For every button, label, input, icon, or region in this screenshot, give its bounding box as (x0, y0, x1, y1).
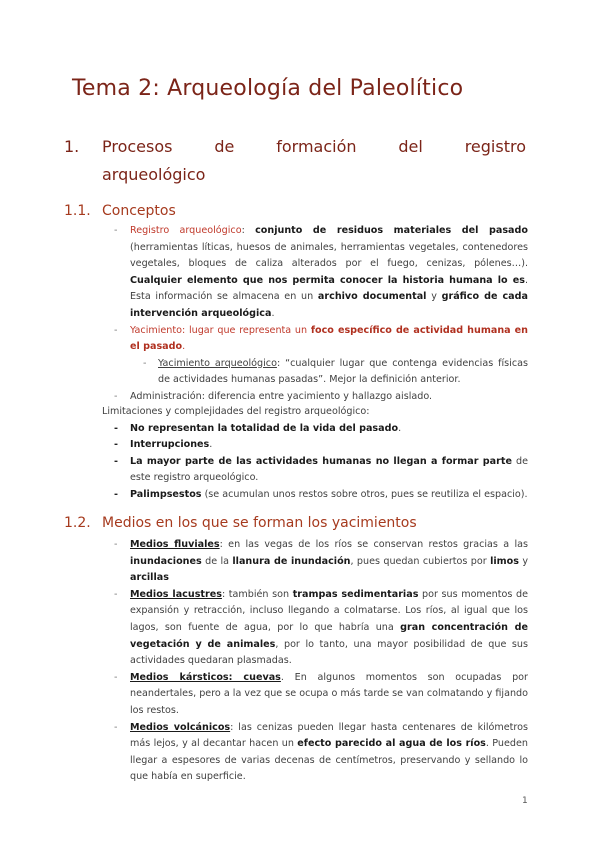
bold-red-text: foco específico de actividad humana en el pasado (130, 324, 528, 353)
dash-bullet: - (114, 422, 118, 434)
underlined-bold-term: Medios volcánicos (130, 721, 231, 733)
term-yacimiento: Yacimiento (130, 324, 182, 336)
media-list (114, 537, 528, 786)
term-registro: Registro arqueológico (130, 225, 242, 236)
text: y (518, 555, 528, 567)
bold-text: Cualquier elemento que nos permita conocer la historia humana lo es (130, 274, 525, 286)
text: : “cualquier lugar que contenga evidencias físicas de actividades humanas pasadas”. Mejor la definición anterior. (158, 357, 528, 386)
bold-text: gráfico de cada intervención arqueológica (130, 291, 528, 319)
dash-bullet: - (143, 357, 147, 369)
text: . (182, 341, 186, 353)
text: : también son (221, 588, 293, 600)
list-item-limit-3 (114, 454, 528, 487)
text: . (209, 439, 213, 451)
bold-text: llanura de inundación (232, 555, 351, 567)
text: y (426, 291, 442, 303)
bold-text: inundaciones (130, 555, 202, 567)
section-title-line2: arqueológico (102, 165, 206, 184)
underlined-bold-term: Medios kársticos: cuevas (130, 671, 281, 683)
list-item-lacustres (114, 587, 528, 670)
dash-bullet: - (114, 439, 118, 451)
list-item-fluviales (114, 537, 528, 587)
text: . En algunos momentos son ocupadas por neandertales, pero a la vez que se ocupa o más tarde se van colmatando y fijando los restos. (130, 671, 528, 716)
bold-text: No representan la totalidad de la vida del pasado (130, 422, 399, 434)
bold-text: Interrupciones (130, 439, 210, 451)
dash-bullet: - (114, 455, 118, 467)
bold-text: archivo documental (317, 291, 427, 303)
text: Administración: diferencia entre yacimiento y hallazgo aislado. (130, 390, 433, 402)
dash-bullet: - (114, 539, 118, 550)
text: , por lo tanto, una mayor posibilidad de que sus actividades quedaran plasmadas. (130, 638, 528, 667)
bold-text: arcillas (130, 572, 169, 584)
underlined-term: Yacimiento arqueológico (158, 357, 277, 369)
limits-block (102, 404, 528, 504)
text: : las cenizas pueden llegar hasta centenares de kilómetros más lejos, y al decantar hacen un (130, 721, 528, 750)
text: : en las vegas de los ríos se conservan restos gracias a las (219, 539, 528, 550)
bold-text: efecto parecido al agua de los ríos (297, 738, 486, 750)
text: . (271, 307, 275, 319)
document-title: Tema 2: Arqueología del Paleolítico (72, 76, 464, 101)
text: . (398, 422, 402, 434)
section-heading-1 (64, 133, 526, 189)
bold-text: limos (490, 555, 519, 567)
dash-bullet: - (114, 488, 118, 500)
text: , pues quedan cubiertos por (350, 555, 491, 567)
subsection-heading-1-2 (64, 515, 417, 531)
list-item-yacimiento (114, 323, 528, 356)
list-item-limit-4 (114, 487, 528, 504)
dash-bullet: - (114, 324, 118, 336)
subsection-number: 1.1. (64, 203, 91, 219)
text: (herramientas líticas, huesos de animales, herramientas vegetales, contenedores vegetales, bloques de caliza alterados por el fuego, cenizas, pólenes…). (130, 241, 528, 270)
section-title-line1: Procesos de formación del registro (102, 137, 526, 156)
text: : (241, 225, 256, 236)
subsection-heading-1-1 (64, 203, 176, 219)
concepts-list (114, 223, 528, 406)
list-item-registro (114, 223, 528, 323)
sublist-item-yacimiento-arqueologico (114, 356, 528, 389)
dash-bullet: - (114, 671, 118, 683)
text: . Pueden llegar a espesores de varias decenas de centímetros, preservando y sellando lo que había en superficie. (130, 738, 528, 783)
text: de este registro arqueológico. (130, 455, 528, 484)
text: (se acumulan unos restos sobre otros, pues se reutiliza el espacio). (201, 488, 528, 500)
subsection-number: 1.2. (64, 515, 91, 531)
bold-text: conjunto de residuos materiales del pasado (255, 225, 528, 236)
bold-text: Palimpsestos (130, 488, 202, 500)
bold-text: La mayor parte de las actividades humanas no llegan a formar parte (130, 455, 512, 467)
text: : lugar que representa un (181, 324, 311, 336)
bold-text: trampas sedimentarias (292, 588, 419, 600)
dash-bullet: - (114, 390, 118, 402)
limits-intro: Limitaciones y complejidades del registro arqueológico: (102, 406, 370, 417)
list-item-limit-1 (114, 421, 528, 438)
subsection-title: Conceptos (102, 203, 176, 219)
page-number: 1 (522, 796, 528, 806)
text: de la (201, 555, 233, 567)
bold-text: gran concentración de vegetación y de animales (130, 621, 528, 650)
subsection-title: Medios en los que se forman los yacimientos (102, 515, 417, 531)
list-item-limit-2 (114, 437, 528, 454)
dash-bullet: - (114, 225, 118, 236)
text: . Esta información se almacena en un (130, 274, 528, 303)
list-item-volcanicos (114, 720, 528, 786)
dash-bullet: - (114, 588, 118, 600)
section-number: 1. (64, 137, 80, 156)
underlined-bold-term: Medios fluviales (130, 539, 220, 550)
dash-bullet: - (114, 721, 118, 733)
text: por sus momentos de expansión y retracción, incluso llegando a colmatarse. Los ríos, al igual que los lagos, son fuente de agua, por lo que habría una (130, 588, 528, 633)
underlined-bold-term: Medios lacustres (130, 588, 222, 600)
list-item-karsticos (114, 670, 528, 720)
